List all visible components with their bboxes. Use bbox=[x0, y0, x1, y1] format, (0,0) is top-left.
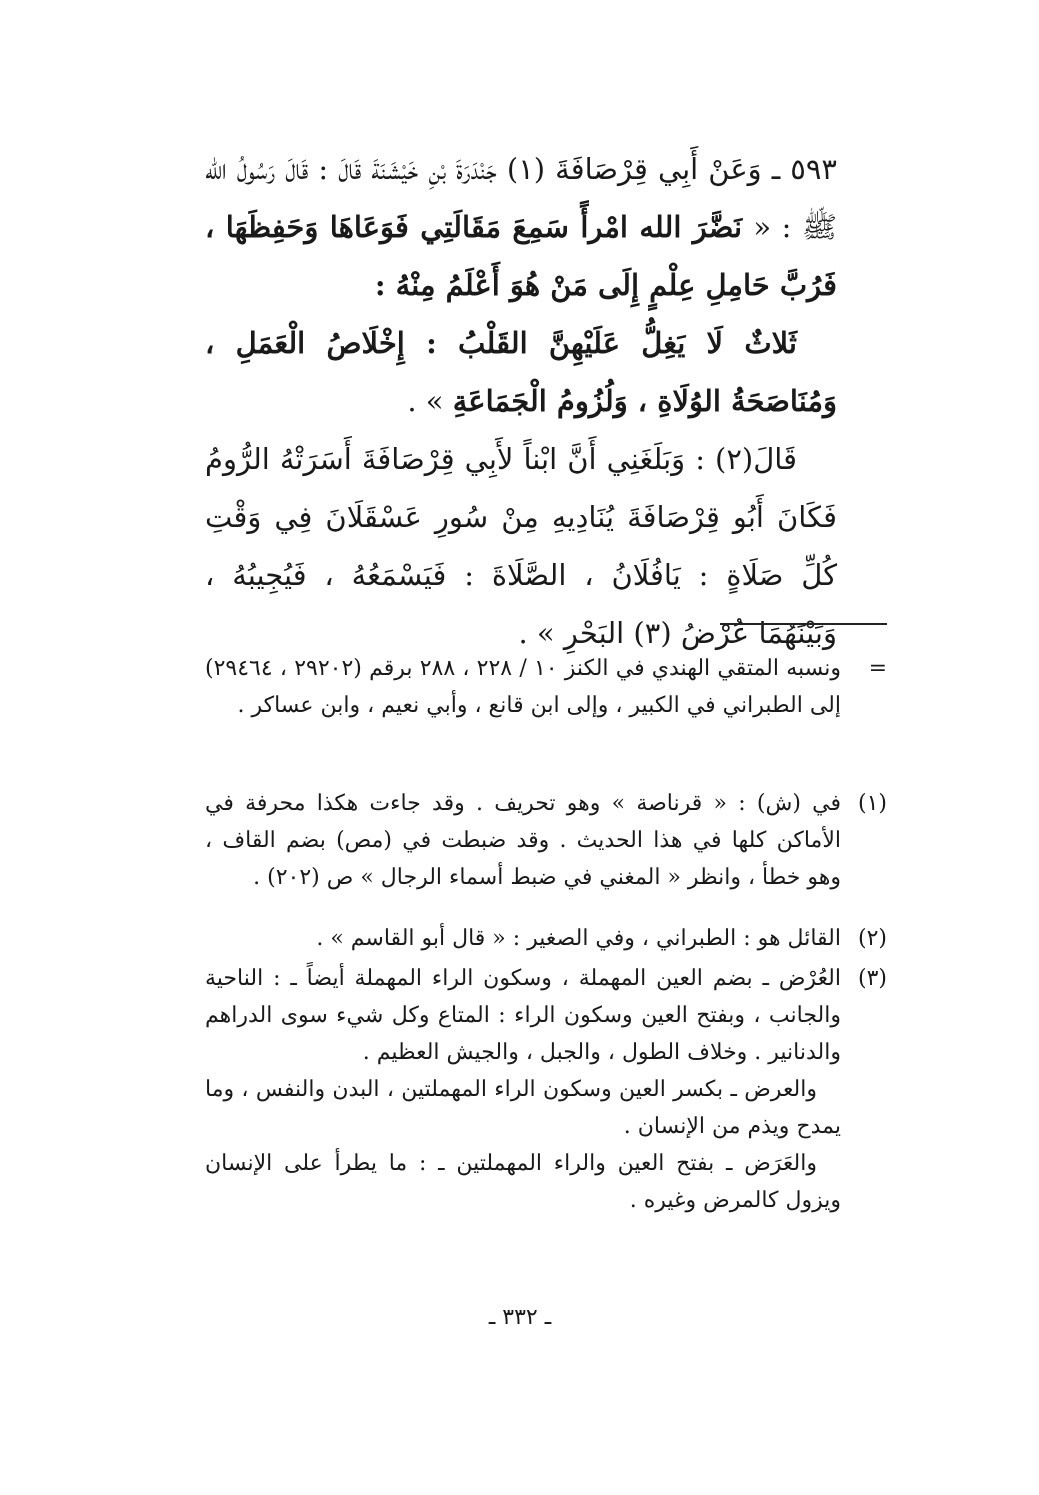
footnote-1-text: في (ش) : « قرناصة » وهو تحريف . وقد جاءت هكذا محرفة في الأماكن كلها في هذا الحديث . وقد ضبطت في (مص) بضم القاف ، وهو خطأ ، وانظر « المغني في ضبط أسماء الرجال » ص (٢٠٢) . bbox=[205, 791, 841, 890]
footnote-continued-mark: = bbox=[868, 656, 887, 681]
hadith-three-things bbox=[205, 314, 837, 430]
footnote-3-paragraph-3: والعَرَض ـ بفتح العين والراء المهملتين ـ : ما يطرأ على الإنسان ويزول كالمرض وغيره . bbox=[205, 1151, 841, 1213]
footnote-1-mark: (١) bbox=[857, 791, 887, 816]
footnote-continued-text: ونسبه المتقي الهندي في الكنز ١٠ / ٢٢٨ ، ٢٨٨ برقم (٢٩٢٠٢ ، ٢٩٤٦٤) إلى الطبراني في الكبير ، وإلى ابن قانع ، وأبي نعيم ، وابن عساكر . bbox=[205, 656, 842, 718]
footnote-1 bbox=[205, 785, 887, 896]
hadith-quote: نَضَّرَ الله امْرأً سَمِعَ مَقَالَتِي فَوَعَاهَا وَحَفِظَهَا ، فَرُبَّ حَامِلِ عِلْمٍ إِلَى مَنْ هُوَ أَعْلَمُ مِنْهُ : bbox=[205, 210, 837, 302]
hadith-text bbox=[205, 140, 837, 662]
page-number: ـ ٣٣٢ ـ bbox=[488, 1305, 552, 1330]
footnote-2-mark: (٢) bbox=[857, 926, 887, 951]
footnote-divider bbox=[720, 623, 887, 625]
footnote-3-paragraph-2: والعرض ـ بكسر العين وسكون الراء المهملتين ، البدن والنفس ، وما يمدح ويذم من الإنسان . bbox=[205, 1077, 841, 1139]
footnote-continued bbox=[205, 650, 887, 724]
footnote-3-mark: (٣) bbox=[857, 966, 887, 991]
footnote-3 bbox=[205, 960, 887, 1219]
footnote-3-text: العُرْض ـ بضم العين المهملة ، وسكون الراء المهملة أيضاً ـ : الناحية والجانب ، وبفتح العين وسكون الراء : المتاع وكل شيء سوى الدراهم والدنانير . وخلاف الطول ، والجبل ، والجيش العظيم . bbox=[205, 966, 841, 1065]
hadith-line2-intro: الله ﷺ : « bbox=[205, 152, 837, 244]
footnote-2 bbox=[205, 920, 887, 957]
hadith-line3-end: » . bbox=[407, 384, 453, 418]
footnote-2-text: القائل هو : الطبراني ، وفي الصغير : « قال أبو القاسم » . bbox=[316, 926, 841, 951]
hadith-line3: ثَلاثٌ لَا يَغِلُّ عَلَيْهِنَّ القَلْبُ : إِخْلَاصُ الْعَمَلِ ، وَمُنَاصَحَةُ الوُلَاةِ ، وَلُزُومُ الْجَمَاعَةِ bbox=[205, 326, 837, 418]
hadith-narration: قَالَ(٢) : وَبَلَغَنِي أَنَّ ابْناً لأَبِي قِرْصَافَةَ أَسَرَتْهُ الرُّومُ فَكَانَ أَبُو قِرْصَافَةَ يُنَادِيهِ مِنْ سُورِ عَسْقَلَانَ فِي وَقْتِ كُلِّ صَلَاةٍ : يَافُلَانُ ، الصَّلَاةَ : فَيَسْمَعُهُ ، فَيُجِيبُهُ ، وَبَيْنَهُمَا عُرْضُ (٣) البَحْرِ » . bbox=[205, 442, 837, 650]
hadith-opening bbox=[205, 140, 837, 314]
hadith-line1: ٥٩٣ ـ وَعَنْ أَبِي قِرْصَافَةَ (١) جَنْدَرَةَ بْنِ خَيْشَنَةَ قَالَ : قَالَ رَسُولُ bbox=[236, 152, 837, 186]
